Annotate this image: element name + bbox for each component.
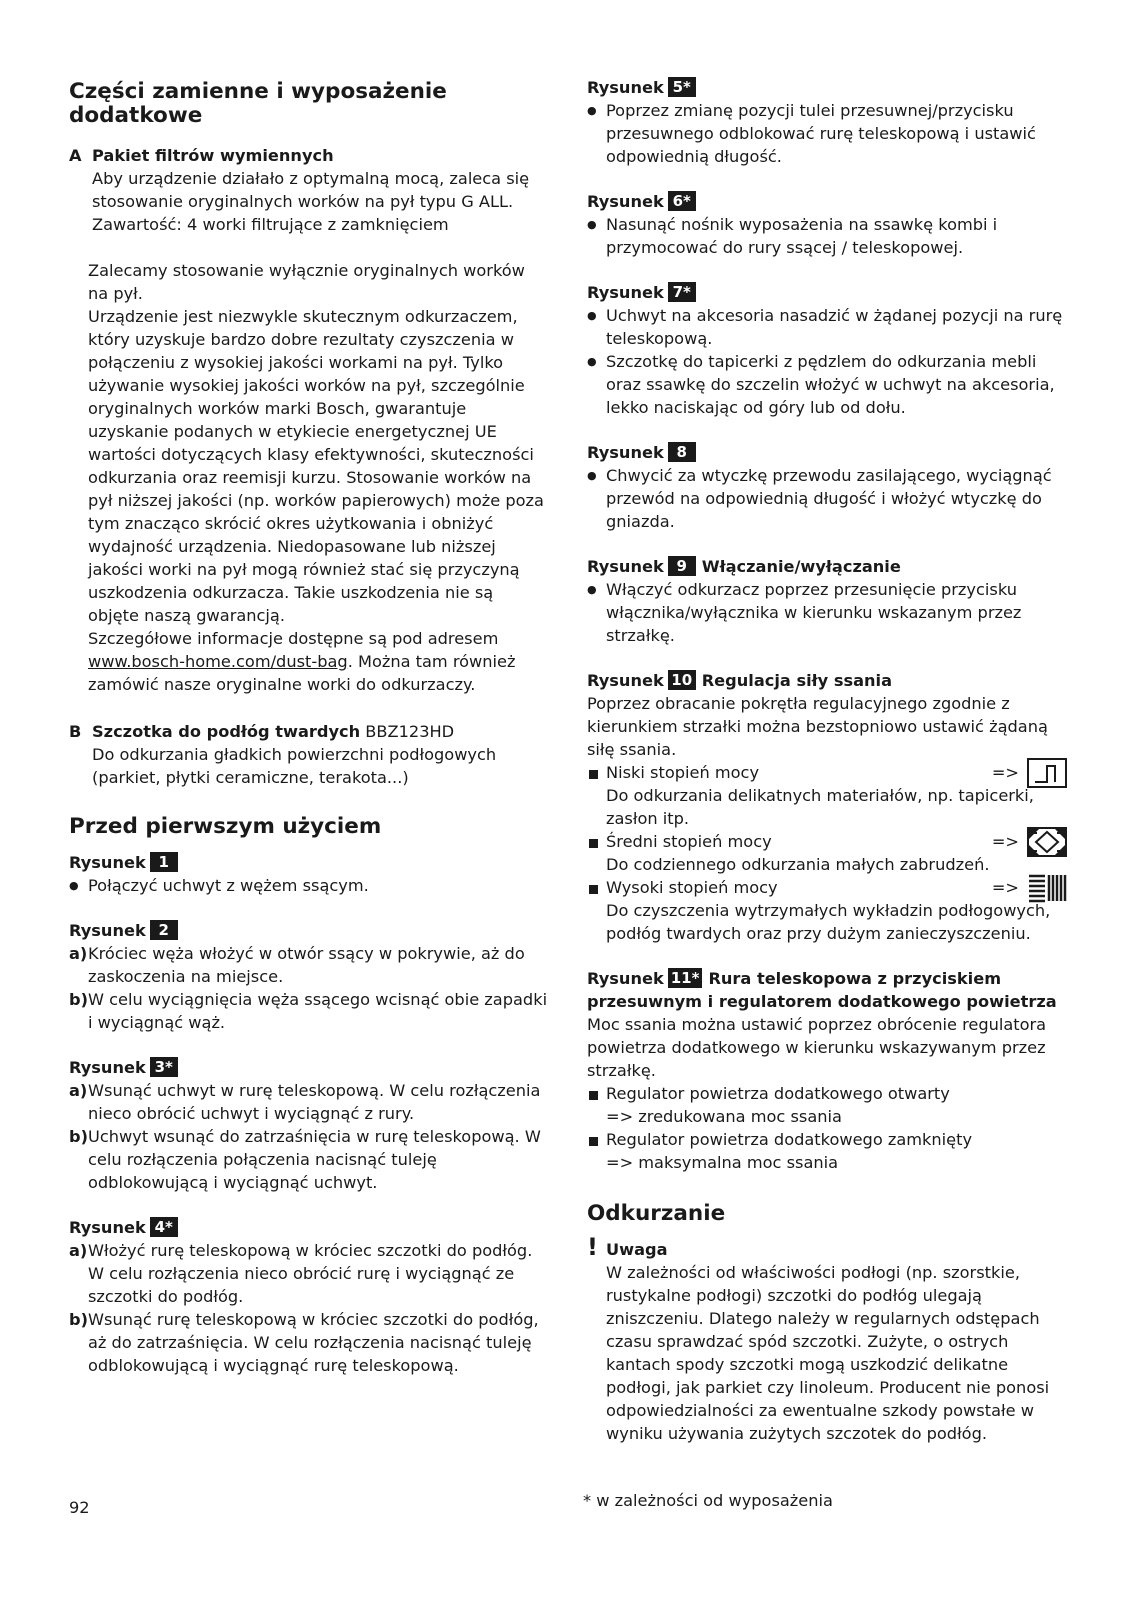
figure-3-block <box>69 1056 549 1194</box>
step-a-label: a) <box>69 944 88 963</box>
power-low-desc: Do odkurzania delikatnych materiałów, np. tapicerki, zasłon itp. <box>606 786 1034 828</box>
figure-1-block <box>69 851 549 897</box>
figure-label: Rysunek <box>69 921 146 940</box>
power-level-medium <box>587 830 1067 853</box>
figure-4-step-a: Włożyć rurę teleskopową w króciec szczotki do podłóg. W celu rozłączenia nieco obrócić rurę i wyciągnąć ze szczotki do podłóg. <box>88 1241 533 1306</box>
figure-4-block <box>69 1216 549 1377</box>
figure-6-bullet: ● Nasunąć nośnik wyposażenia na ssawkę kombi i przymocować do rury ssącej / teleskopowej. <box>587 213 1067 259</box>
figure-2-block <box>69 919 549 1034</box>
power-mid-desc: Do codziennego odkurzania małych zabrudzeń. <box>606 855 990 874</box>
figure-label: Rysunek <box>587 283 664 302</box>
section-title-spare-parts: Części zamienne i wyposażenie dodatkowe <box>69 79 447 128</box>
figure-5-bullet: ● Poprzez zmianę pozycji tulei przesuwnej/przycisku przesuwnego odblokować rurę teleskopową i ustawić odpowiednią długość. <box>587 99 1067 168</box>
figure-label: Rysunek <box>587 192 664 211</box>
figure-7-block <box>587 281 1067 419</box>
figure-label: Rysunek <box>587 557 664 576</box>
item-a-text: Aby urządzenie działało z optymalną mocą, zaleca się stosowanie oryginalnych worków na pył typu G ALL. Zawartość: 4 worki filtrujące z zamknięciem <box>92 169 530 234</box>
page-number: 92 <box>69 1498 90 1517</box>
figure-6-block <box>587 190 1067 259</box>
rec-paragraph-3 <box>88 627 549 696</box>
figure-11-block <box>587 967 1067 1174</box>
item-a <box>69 144 549 696</box>
power-low-label: Niski stopień mocy <box>606 763 760 782</box>
rec-paragraph-4-text: . Można tam również zamówić nasze oryginalne worki do odkurzaczy. <box>88 652 516 694</box>
item-a-title: Pakiet filtrów wymiennych <box>92 146 334 165</box>
figure-6-badge: 6* <box>668 191 696 211</box>
figure-9-title: Włączanie/wyłączanie <box>701 557 901 576</box>
figure-1-bullet: ● Połączyć uchwyt z wężem ssącym. <box>69 874 549 897</box>
figure-2-badge: 2 <box>150 920 178 940</box>
right-column <box>587 76 1067 1445</box>
figure-label: Rysunek <box>69 1058 146 1077</box>
figure-label: Rysunek <box>69 853 146 872</box>
exclamation-icon: ! <box>587 1233 598 1261</box>
figure-1-badge: 1 <box>150 852 178 872</box>
figure-10-block <box>587 669 1067 945</box>
power-level-high <box>587 876 1067 899</box>
warning-block <box>587 1233 1067 1445</box>
figure-label: Rysunek <box>587 671 664 690</box>
power-level-low <box>587 761 1067 784</box>
arrow-text: => <box>991 878 1019 897</box>
low-power-icon <box>1027 758 1067 788</box>
figure-label: Rysunek <box>587 969 664 988</box>
figure-11-intro: Moc ssania można ustawić poprzez obrócenie regulatora powietrza dodatkowego w kierunku wskazywanym przez strzałkę. <box>587 1015 1047 1080</box>
rec-paragraph-1: Zalecamy stosowanie wyłącznie oryginalnych worków na pył. <box>88 261 525 303</box>
figure-7-bullet-2: ● Szczotkę do tapicerki z pędzlem do odkurzania mebli oraz ssawkę do szczelin włożyć w uchwyt na akcesoria, lekko naciskając od góry lub od dołu. <box>587 350 1067 419</box>
figure-3-badge: 3* <box>150 1057 178 1077</box>
air-regulator-open: Regulator powietrza dodatkowego otwarty <box>587 1082 1067 1105</box>
item-a-recommendation <box>69 259 549 696</box>
item-b-title: Szczotka do podłóg twardych <box>92 722 361 741</box>
step-a-label: a) <box>69 1081 88 1100</box>
arrow-text: => <box>991 763 1019 782</box>
figure-10-title: Regulacja siły ssania <box>701 671 893 690</box>
item-a-letter: A <box>69 146 82 165</box>
figure-7-bullet-1: ● Uchwyt na akcesoria nasadzić w żądanej pozycji na rurę teleskopową. <box>587 304 1067 350</box>
step-b-label: b) <box>69 1310 88 1329</box>
rec-paragraph-2: Urządzenie jest niezwykle skutecznym odkurzaczem, który uzyskuje bardzo dobre rezultaty czyszczenia w połączeniu z wysokiej jakości workami na pył. Tylko używanie wysokiej jakości worków na pył, szczególnie oryginalnych worków marki Bosch, gwarantuje uzyskanie podanych w etykiecie energetycznej UE wartości dotyczących klasy efektywności, skuteczności odkurzania oraz reemisji kurzu. Stosowanie worków na pył niższej jakości (np. worków papierowych) może poza tym znacząco skrócić okres użytkowania i obniżyć wydajność urządzenia. Niedopasowane lub niższej jakości worki na pył mogą również stać się przyczyną uszkodzenia odkurzacza. Takie uszkodzenia nie są objęte naszą gwarancją. <box>88 307 544 625</box>
figure-11-badge: 11* <box>668 968 703 988</box>
step-b-label: b) <box>69 990 88 1009</box>
power-high-label: Wysoki stopień mocy <box>606 878 778 897</box>
figure-3-step-b: Uchwyt wsunąć do zatrzaśnięcia w rurę teleskopową. W celu rozłączenia połączenia nacisnąć tuleję odblokowującą i wyciągnąć uchwyt. <box>88 1127 541 1192</box>
section-title-first-use: Przed pierwszym użyciem <box>69 814 382 839</box>
section-title-vacuuming: Odkurzanie <box>587 1201 726 1226</box>
figure-9-badge: 9 <box>668 556 696 576</box>
dust-bag-link[interactable]: www.bosch-home.com/dust-bag <box>88 652 348 671</box>
figure-9-block <box>587 555 1067 647</box>
arrow-text: => <box>991 832 1019 851</box>
figure-2-step-b: W celu wyciągnięcia węża ssącego wcisnąć obie zapadki i wyciągnąć wąż. <box>88 990 548 1032</box>
footnote: * w zależności od wyposażenia <box>583 1491 833 1510</box>
figure-8-block <box>587 441 1067 533</box>
figure-7-badge: 7* <box>668 282 696 302</box>
step-a-label: a) <box>69 1241 88 1260</box>
figure-5-badge: 5* <box>668 77 696 97</box>
item-b-text: Do odkurzania gładkich powierzchni podłogowych (parkiet, płytki ceramiczne, terakota...) <box>92 745 497 787</box>
figure-8-bullet: ● Chwycić za wtyczkę przewodu zasilającego, wyciągnąć przewód na odpowiednią długość i włożyć wtyczkę do gniazda. <box>587 464 1067 533</box>
figure-label: Rysunek <box>587 443 664 462</box>
air-regulator-closed-result: => maksymalna moc ssania <box>606 1153 839 1172</box>
item-b-letter: B <box>69 722 82 741</box>
figure-10-badge: 10 <box>668 670 696 690</box>
item-b <box>69 720 549 789</box>
medium-power-icon <box>1027 827 1067 857</box>
figure-label: Rysunek <box>69 1218 146 1237</box>
figure-label: Rysunek <box>587 78 664 97</box>
figure-9-bullet: ● Włączyć odkurzacz poprzez przesunięcie przycisku włącznika/wyłącznika w kierunku wskazanym przez strzałkę. <box>587 578 1067 647</box>
figure-3-step-a: Wsunąć uchwyt w rurę teleskopową. W celu rozłączenia nieco obrócić uchwyt i wyciągnąć z rury. <box>88 1081 541 1123</box>
power-high-desc: Do czyszczenia wytrzymałych wykładzin podłogowych, podłóg twardych oraz przy dużym zanieczyszczeniu. <box>606 901 1051 943</box>
figure-4-badge: 4* <box>150 1217 178 1237</box>
item-b-code: BBZ123HD <box>365 722 455 741</box>
air-regulator-open-result: => zredukowana moc ssania <box>606 1107 842 1126</box>
warning-title: Uwaga <box>606 1240 668 1259</box>
figure-11-title: Rura teleskopowa z przyciskiem przesuwnym i regulatorem dodatkowego powietrza <box>587 969 1057 1011</box>
figure-10-intro: Poprzez obracanie pokrętła regulacyjnego zgodnie z kierunkiem strzałki można bezstopniowo ustawić żądaną siłę ssania. <box>587 694 1048 759</box>
high-power-icon <box>1027 873 1067 903</box>
step-b-label: b) <box>69 1127 88 1146</box>
figure-5-block <box>587 76 1067 168</box>
warning-text: W zależności od właściwości podłogi (np. szorstkie, rustykalne podłogi) szczotki do podłóg ulegają zniszczeniu. Dlatego należy w regularnych odstępach czasu sprawdzać spód szczotki. Zużyte, o ostrych kantach spody szczotki mogą uszkodzić delikatne podłogi, jak parkiet czy linoleum. Producent nie ponosi odpowiedzialności za ewentualne szkody powstałe w wyniku używania zużytych szczotek do podłóg. <box>606 1263 1050 1443</box>
figure-2-step-a: Króciec węża włożyć w otwór ssący w pokrywie, aż do zaskoczenia na miejsce. <box>88 944 525 986</box>
figure-4-step-b: Wsunąć rurę teleskopową w króciec szczotki do podłóg, aż do zatrzaśnięcia. W celu rozłączenia nacisnąć tuleję odblokowującą i wyciągnąć rurę teleskopową. <box>88 1310 539 1375</box>
left-column <box>69 76 549 1377</box>
air-regulator-closed: Regulator powietrza dodatkowego zamknięty <box>587 1128 1067 1151</box>
power-mid-label: Średni stopień mocy <box>606 832 772 851</box>
rec-paragraph-3-text: Szczegółowe informacje dostępne są pod adresem <box>88 629 499 648</box>
figure-8-badge: 8 <box>668 442 696 462</box>
